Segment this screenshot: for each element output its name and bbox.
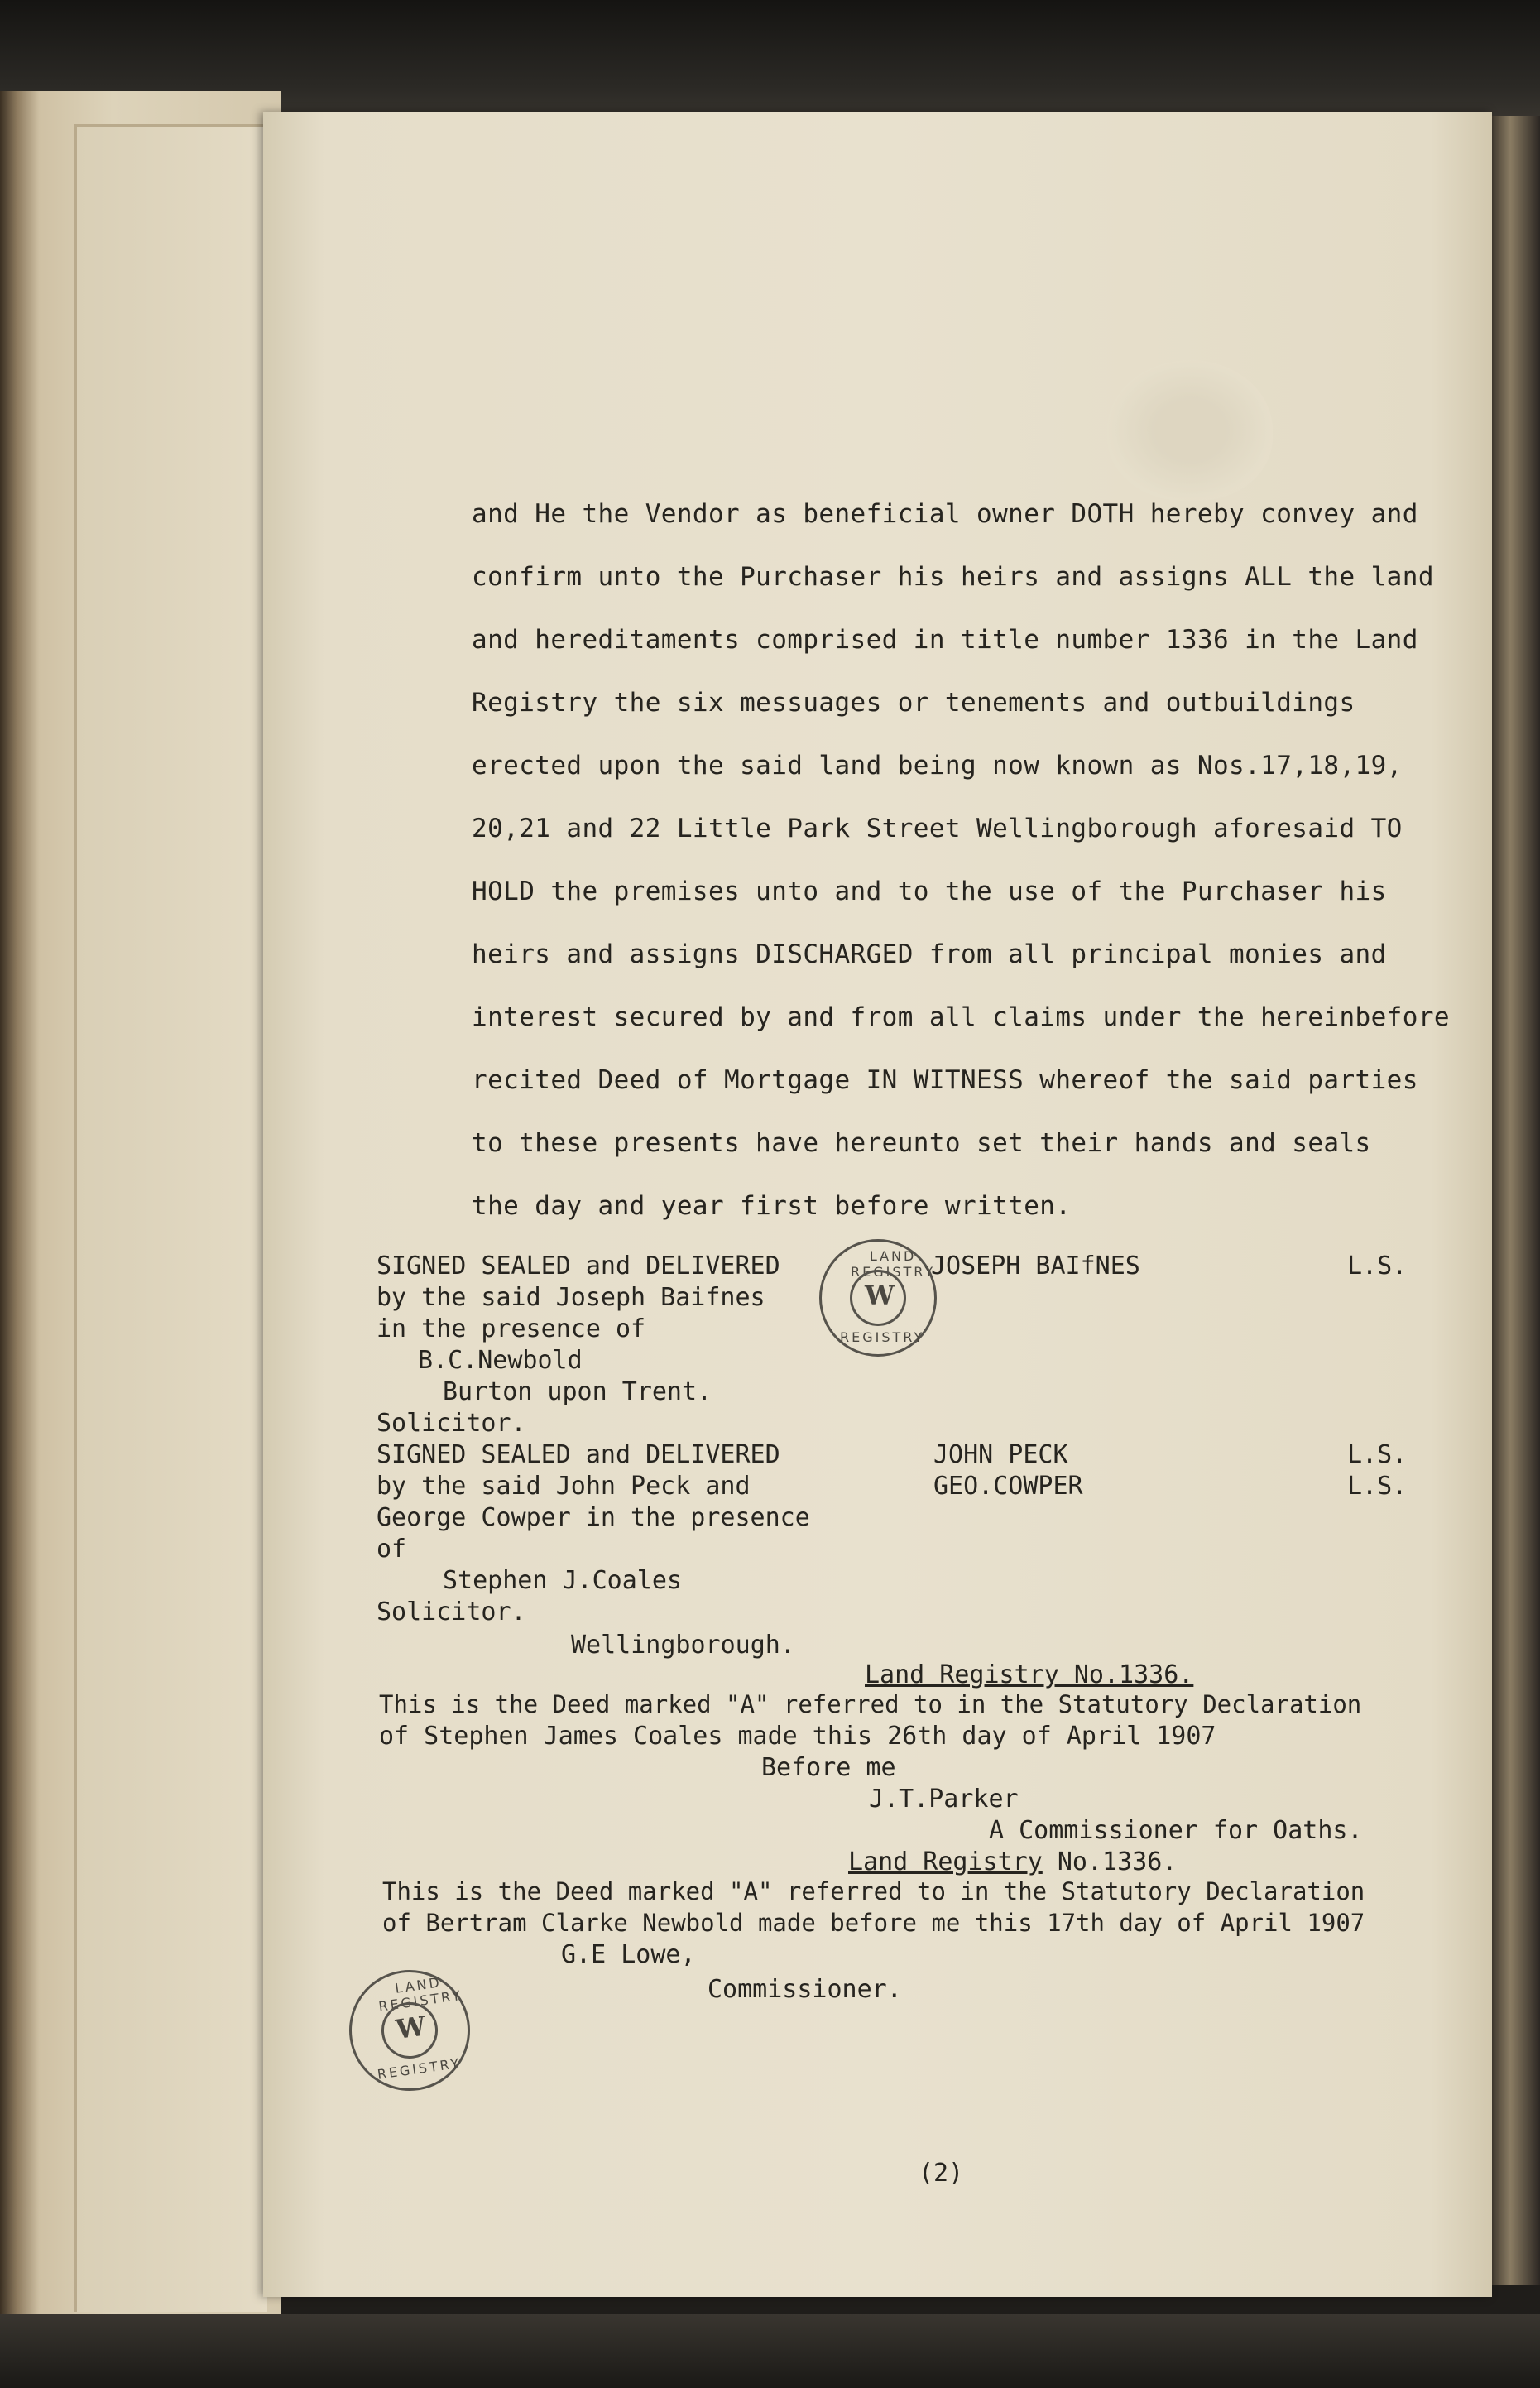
deed-line: and He the Vendor as beneficial owner DOTH hereby convey and (472, 499, 1418, 529)
declaration-heading: Land Registry No.1336. (865, 1660, 1194, 1689)
witness-title: Solicitor. (377, 1598, 526, 1626)
declaration-line: This is the Deed marked "A" referred to in the Statutory Declaration (382, 1877, 1365, 1905)
signer-name: JOHN PECK (933, 1440, 1068, 1469)
book-binding-bottom (0, 2314, 1540, 2388)
commissioner-title: A Commissioner for Oaths. (989, 1816, 1363, 1845)
deed-line: confirm unto the Purchaser his heirs and assigns ALL the land (472, 562, 1434, 592)
declaration-heading (848, 1847, 1177, 1876)
stamp-monogram: W (865, 1280, 895, 1311)
deed-line: heirs and assigns DISCHARGED from all principal monies and (472, 939, 1387, 969)
witness-place: Wellingborough. (571, 1631, 795, 1660)
attestation-line: George Cowper in the presence (377, 1503, 810, 1532)
declaration-line: This is the Deed marked "A" referred to in the Statutory Declaration (379, 1690, 1362, 1718)
attestation-line: in the presence of (377, 1314, 646, 1343)
seal-mark: L.S. (1347, 1472, 1408, 1501)
book-right-edge (1490, 116, 1540, 2285)
witness-title: Solicitor. (377, 1409, 526, 1438)
deed-line: recited Deed of Mortgage IN WITNESS whereof the said parties (472, 1065, 1418, 1095)
signer-name: GEO.COWPER (933, 1472, 1083, 1501)
witness-name: B.C.Newbold (418, 1346, 583, 1375)
seal-mark: L.S. (1347, 1440, 1408, 1469)
book-left-page-edge (74, 124, 267, 2312)
before-me: Before me (761, 1753, 896, 1782)
stamp-text: LAND REGISTRY (377, 1974, 464, 2015)
commissioner-name: G.E Lowe, (561, 1940, 696, 1969)
declaration-heading-number: No.1336. (1042, 1847, 1178, 1876)
seal-mark: L.S. (1347, 1252, 1408, 1280)
deed-line: to these presents have hereunto set their hands and seals (472, 1128, 1371, 1158)
stamp-text: REGISTRY (376, 2054, 463, 2083)
deed-line: HOLD the premises unto and to the use of the Purchaser his (472, 877, 1387, 906)
deed-line: erected upon the said land being now known as Nos.17,18,19, (472, 751, 1403, 781)
stamp-text: LAND REGISTRY (851, 1248, 936, 1280)
deed-line: interest secured by and from all claims under the hereinbefore (472, 1002, 1450, 1032)
declaration-line: of Stephen James Coales made this 26th day of April 1907 (379, 1722, 1216, 1751)
attestation-line: SIGNED SEALED and DELIVERED (377, 1252, 780, 1280)
attestation-line: SIGNED SEALED and DELIVERED (377, 1440, 780, 1469)
attestation-line: of (377, 1535, 407, 1564)
stamp-monogram: W (394, 2010, 428, 2046)
deed-line: Registry the six messuages or tenements and outbuildings (472, 688, 1355, 718)
stamp-text: REGISTRY (840, 1329, 925, 1345)
commissioner-title: Commissioner. (708, 1975, 902, 2004)
witness-name: Stephen J.Coales (443, 1566, 682, 1595)
embossed-seal (1107, 360, 1273, 501)
declaration-heading-underlined: Land Registry (848, 1847, 1043, 1876)
deed-line: the day and year first before written. (472, 1191, 1072, 1221)
deed-line: and hereditaments comprised in title number 1336 in the Land (472, 625, 1418, 655)
commissioner-name: J.T.Parker (869, 1785, 1019, 1814)
land-registry-stamp (819, 1239, 937, 1357)
signer-name: JOSEPH BAIfNES (931, 1252, 1140, 1280)
attestation-line: by the said Joseph Baifnes (377, 1283, 765, 1312)
deed-line: 20,21 and 22 Little Park Street Wellingborough aforesaid TO (472, 814, 1403, 843)
declaration-line: of Bertram Clarke Newbold made before me this 17th day of April 1907 (382, 1909, 1365, 1937)
witness-place: Burton upon Trent. (443, 1377, 712, 1406)
attestation-line: by the said John Peck and (377, 1472, 751, 1501)
page-number: (2) (919, 2159, 964, 2188)
